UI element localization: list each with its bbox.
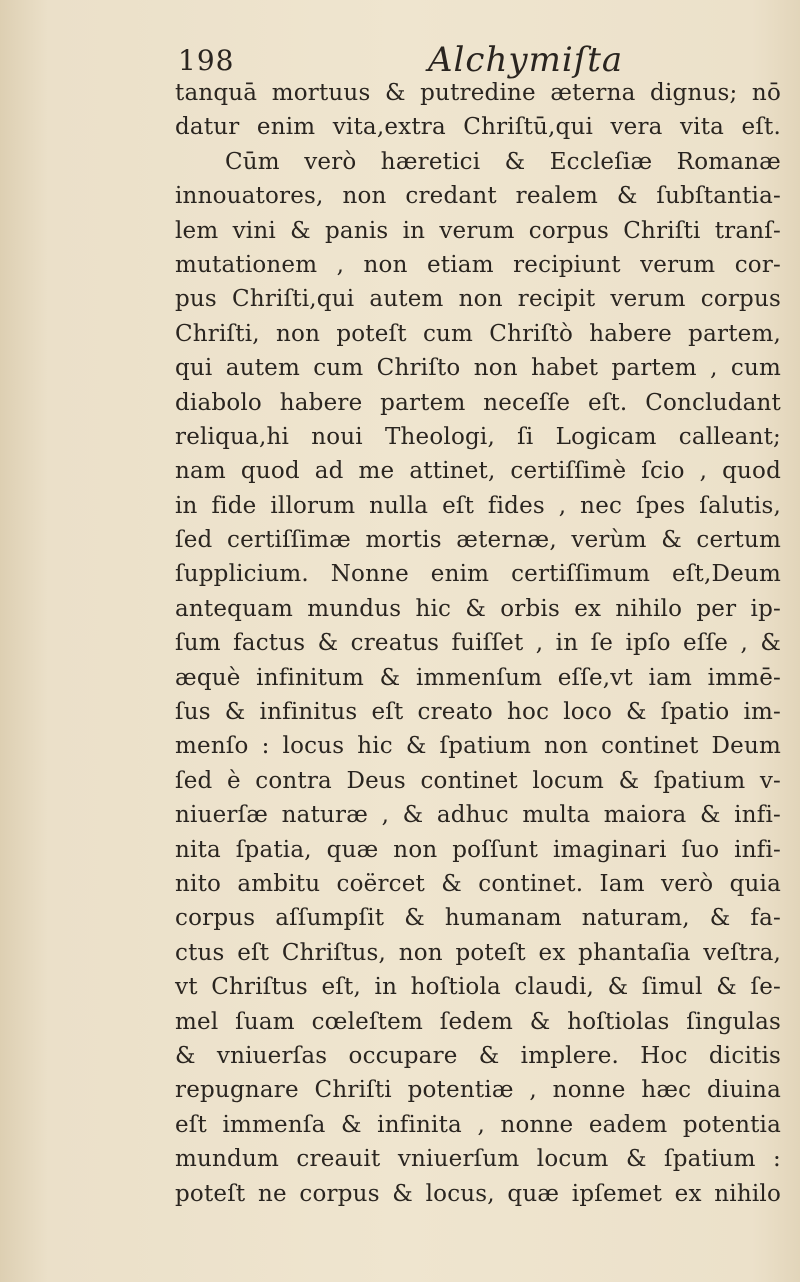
text-line: nita ſpatia, quæ non poſſunt imaginari ſuo infi- — [175, 836, 781, 863]
body-text — [175, 76, 781, 1211]
text-line: menſo : locus hic & ſpatium non continet Deum — [175, 733, 781, 760]
text-line: eſt immenſa & infinita , nonne eadem potentia — [175, 1111, 781, 1138]
text-line: & vniuerſas occupare & implere. Hoc dicitis — [175, 1042, 781, 1069]
text-line: poteſt ne corpus & locus, quæ ipſemet ex nihilo — [175, 1180, 781, 1207]
text-line: ſupplicium. Nonne enim certiſſimum eſt,Deum — [175, 561, 781, 588]
text-line: innouatores, non credant realem & ſubſtantia- — [175, 183, 781, 210]
text-line: tanquā mortuus & putredine æterna dignus; nō — [175, 80, 781, 106]
text-line: nito ambitu coërcet & continet. Iam verò quia — [175, 870, 781, 897]
text-line: ſed certiſſimæ mortis æternæ, verùm & certum — [175, 527, 781, 554]
text-line: mel ſuam cœleſtem ſedem & hoſtiolas ſingulas — [175, 1008, 781, 1035]
text-line: corpus aſſumpſit & humanam naturam, & fa- — [175, 905, 781, 932]
text-line: ſum factus & creatus fuiſſet , in ſe ipſo eſſe , & — [175, 630, 781, 657]
text-line: ſed è contra Deus continet locum & ſpatium v- — [175, 767, 781, 794]
running-head: Alchymiſta — [428, 40, 624, 80]
text-line: antequam mundus hic & orbis ex nihilo per ip- — [175, 595, 781, 622]
page-number: 198 — [178, 44, 235, 77]
text-line: diabolo habere partem neceſſe eſt. Concludant — [175, 389, 781, 416]
text-line: ctus eſt Chriſtus, non poteſt ex phantaſia veſtra, — [175, 939, 781, 966]
text-line: nam quod ad me attinet, certiſſimè ſcio , quod — [175, 458, 781, 485]
text-line: æquè infinitum & immenſum eſſe,vt iam immē- — [175, 664, 781, 691]
text-line: pus Chriſti,qui autem non recipit verum corpus — [175, 286, 781, 313]
text-line: mutationem , non etiam recipiunt verum cor- — [175, 251, 781, 278]
text-line: qui autem cum Chriſto non habet partem , cum — [175, 355, 781, 382]
text-line: reliqua,hi noui Theologi, ſi Logicam calleant; — [175, 423, 781, 450]
text-line: Cūm verò hæretici & Eccleſiæ Romanæ — [225, 148, 781, 175]
text-line: mundum creauit vniuerſum locum & ſpatium : — [175, 1146, 781, 1173]
text-line: vt Chriſtus eſt, in hoſtiola claudi, & ſimul & ſe- — [175, 974, 781, 1001]
text-line: ſus & infinitus eſt creato hoc loco & ſpatio im- — [175, 699, 781, 726]
text-line: lem vini & panis in verum corpus Chriſti tranſ- — [175, 217, 781, 244]
text-line: repugnare Chriſti potentiæ , nonne hæc diuina — [175, 1077, 781, 1104]
text-line: in fide illorum nulla eſt fides , nec ſpes ſalutis, — [175, 492, 781, 519]
text-line: niuerſæ naturæ , & adhuc multa maiora & infi- — [175, 802, 781, 829]
text-line: datur enim vita,extra Chriſtū,qui vera vita eſt. — [175, 114, 781, 141]
text-line: Chriſti, non poteſt cum Chriſtò habere partem, — [175, 320, 781, 347]
